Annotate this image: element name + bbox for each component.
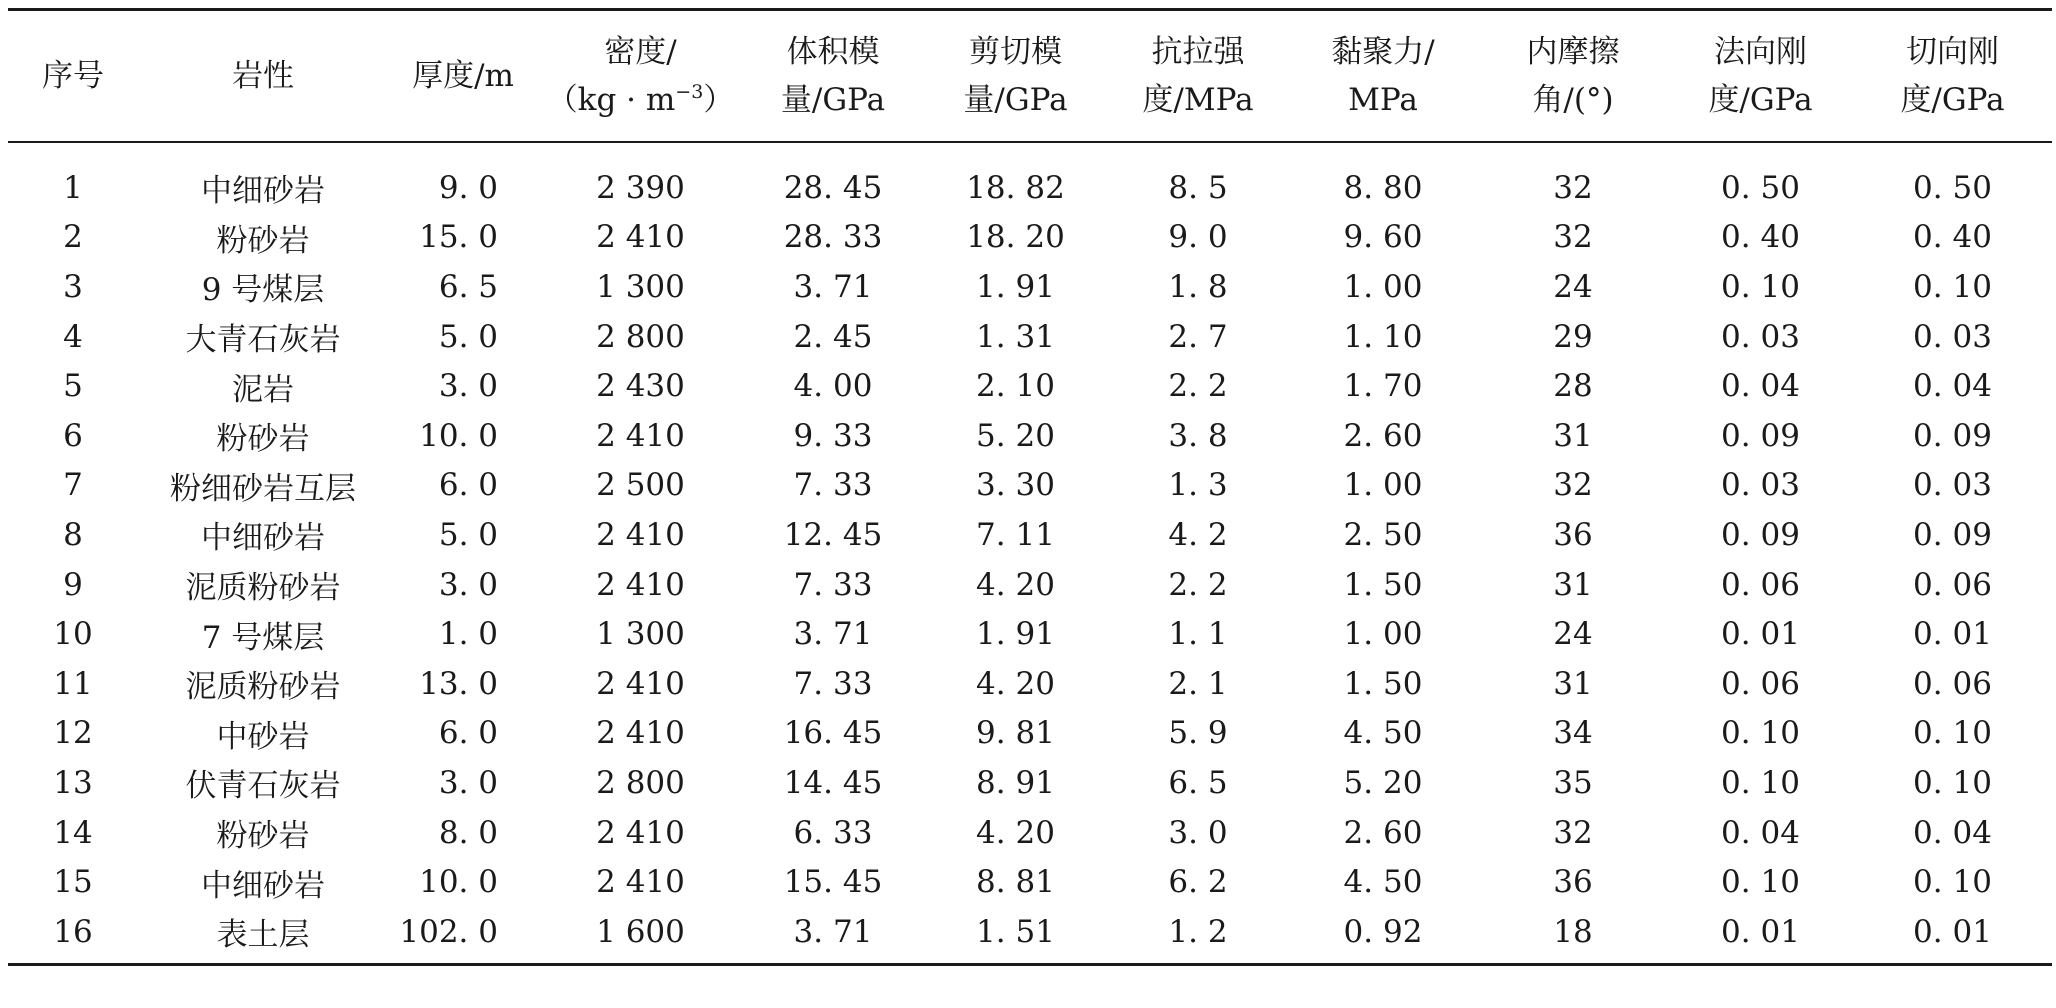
cell-lithology: 伏青石灰岩 — [185, 768, 341, 805]
cell-shear-modulus: 1. 91 — [976, 268, 1055, 305]
cell-index: 11 — [53, 665, 93, 702]
rock-parameters-table — [8, 8, 2052, 966]
cell-tensile-strength: 1. 3 — [1168, 467, 1228, 504]
cell-shear-modulus: 3. 30 — [976, 467, 1055, 504]
cell-shear-modulus: 1. 31 — [976, 318, 1055, 355]
table-row — [8, 510, 2052, 560]
cell-thickness: 1. 0 — [438, 616, 498, 653]
cell-bulk-modulus: 7. 33 — [793, 566, 873, 603]
cell-bulk-modulus: 3. 71 — [793, 268, 873, 305]
cell-thickness: 15. 0 — [419, 219, 498, 256]
cell-normal-stiffness: 0. 10 — [1721, 864, 1800, 901]
header-density: 密度/ $(kg \cdot m^{-3})$ — [538, 10, 743, 143]
cell-density: 1 300 — [596, 616, 685, 653]
cell-density: 2 410 — [596, 665, 685, 702]
table-body — [8, 142, 2052, 964]
table-row — [8, 461, 2052, 511]
cell-friction-angle: 18 — [1478, 907, 1668, 964]
cell-bulk-modulus: 16. 45 — [783, 715, 883, 752]
cell-shear-stiffness: 0. 40 — [1913, 219, 1992, 256]
header-index: 序号 — [8, 10, 138, 143]
cell-density: 2 800 — [596, 764, 685, 801]
table-row — [8, 907, 2052, 964]
cell-tensile-strength: 2. 7 — [1168, 318, 1228, 355]
cell-bulk-modulus: 15. 45 — [783, 864, 883, 901]
header-normal-stiffness: 法向刚 度/GPa — [1668, 10, 1853, 143]
cell-thickness: 3. 0 — [438, 368, 498, 405]
cell-normal-stiffness: 0. 40 — [1721, 219, 1800, 256]
cell-lithology: 中细砂岩 — [201, 520, 325, 557]
cell-thickness: 13. 0 — [419, 665, 498, 702]
cell-index: 13 — [53, 764, 93, 801]
cell-shear-stiffness: 0. 01 — [1913, 616, 1992, 653]
cell-density: 2 410 — [596, 417, 685, 454]
header-shear-stiffness: 切向刚 度/GPa — [1853, 10, 2052, 143]
cell-tensile-strength: 1. 2 — [1108, 907, 1288, 964]
cell-index: 4 — [63, 318, 83, 355]
cell-tensile-strength: 1. 8 — [1168, 268, 1228, 305]
cell-shear-modulus: 18. 82 — [966, 169, 1065, 206]
cell-shear-stiffness: 0. 01 — [1853, 907, 2052, 964]
cell-thickness: 10. 0 — [419, 417, 498, 454]
cell-bulk-modulus: 12. 45 — [783, 516, 883, 553]
cell-cohesion: 0. 92 — [1288, 907, 1478, 964]
cell-index: 7 — [63, 467, 83, 504]
table-row — [8, 262, 2052, 312]
cell-shear-stiffness: 0. 06 — [1913, 566, 1992, 603]
cell-shear-modulus: 5. 20 — [976, 417, 1055, 454]
cell-lithology: 泥质粉砂岩 — [185, 570, 341, 607]
cell-density: 1 300 — [596, 268, 685, 305]
cell-friction-angle: 31 — [1553, 417, 1593, 454]
cell-friction-angle: 29 — [1553, 318, 1593, 355]
cell-bulk-modulus: 6. 33 — [793, 814, 873, 851]
cell-lithology: 中砂岩 — [216, 718, 310, 755]
cell-lithology: 粉砂岩 — [216, 818, 310, 855]
cell-shear-modulus: 4. 20 — [976, 566, 1055, 603]
cell-density: 1 600 — [538, 907, 743, 964]
table-row — [8, 213, 2052, 263]
cell-cohesion: 4. 50 — [1343, 715, 1423, 752]
cell-bulk-modulus: 4. 00 — [793, 368, 873, 405]
cell-cohesion: 1. 00 — [1343, 467, 1423, 504]
cell-cohesion: 8. 80 — [1343, 169, 1423, 206]
cell-thickness: 10. 0 — [419, 864, 498, 901]
cell-shear-stiffness: 0. 10 — [1913, 864, 1992, 901]
cell-bulk-modulus: 2. 45 — [793, 318, 873, 355]
cell-cohesion: 2. 60 — [1343, 814, 1423, 851]
header-thickness: 厚度/m — [388, 10, 538, 143]
header-friction-angle: 内摩擦 角/(°) — [1478, 10, 1668, 143]
cell-normal-stiffness: 0. 10 — [1721, 715, 1800, 752]
cell-tensile-strength: 2. 1 — [1168, 665, 1228, 702]
table-row — [8, 758, 2052, 808]
cell-shear-stiffness: 0. 50 — [1913, 169, 1992, 206]
cell-thickness: 102. 0 — [388, 907, 538, 964]
cell-bulk-modulus: 3. 71 — [793, 616, 873, 653]
cell-index: 12 — [53, 715, 93, 752]
cell-cohesion: 5. 20 — [1343, 764, 1423, 801]
cell-normal-stiffness: 0. 03 — [1721, 318, 1800, 355]
cell-density: 2 410 — [596, 566, 685, 603]
cell-shear-modulus: 9. 81 — [976, 715, 1055, 752]
cell-tensile-strength: 8. 5 — [1168, 169, 1228, 206]
cell-tensile-strength: 2. 2 — [1168, 368, 1228, 405]
cell-shear-modulus: 2. 10 — [976, 368, 1055, 405]
cell-shear-stiffness: 0. 04 — [1913, 368, 1992, 405]
cell-bulk-modulus: 3. 71 — [743, 907, 923, 964]
header-cohesion: 黏聚力/ MPa — [1288, 10, 1478, 143]
cell-shear-stiffness: 0. 10 — [1913, 764, 1992, 801]
cell-tensile-strength: 9. 0 — [1168, 219, 1228, 256]
cell-normal-stiffness: 0. 04 — [1721, 368, 1800, 405]
cell-shear-stiffness: 0. 10 — [1913, 715, 1992, 752]
cell-normal-stiffness: 0. 04 — [1721, 814, 1800, 851]
header-lithology: 岩性 — [138, 10, 388, 143]
cell-normal-stiffness: 0. 09 — [1721, 516, 1800, 553]
cell-shear-modulus: 7. 11 — [976, 516, 1055, 553]
cell-density: 2 390 — [596, 169, 685, 206]
cell-shear-stiffness: 0. 03 — [1913, 318, 1992, 355]
header-tensile-strength: 抗拉强 度/MPa — [1108, 10, 1288, 143]
cell-tensile-strength: 2. 2 — [1168, 566, 1228, 603]
cell-cohesion: 1. 10 — [1343, 318, 1423, 355]
cell-normal-stiffness: 0. 50 — [1721, 169, 1800, 206]
cell-shear-stiffness: 0. 06 — [1913, 665, 1992, 702]
cell-thickness: 3. 0 — [438, 566, 498, 603]
cell-friction-angle: 34 — [1553, 715, 1593, 752]
cell-tensile-strength: 4. 2 — [1168, 516, 1228, 553]
cell-thickness: 3. 0 — [438, 764, 498, 801]
header-row — [8, 10, 2052, 143]
cell-friction-angle: 32 — [1553, 814, 1593, 851]
cell-lithology: 7 号煤层 — [201, 619, 325, 656]
cell-tensile-strength: 3. 8 — [1168, 417, 1228, 454]
cell-density: 2 410 — [596, 715, 685, 752]
cell-friction-angle: 31 — [1553, 566, 1593, 603]
cell-normal-stiffness: 0. 03 — [1721, 467, 1800, 504]
cell-shear-modulus: 4. 20 — [976, 814, 1055, 851]
cell-index: 3 — [63, 268, 83, 305]
cell-tensile-strength: 3. 0 — [1168, 814, 1228, 851]
cell-index: 8 — [63, 516, 83, 553]
cell-cohesion: 2. 60 — [1343, 417, 1423, 454]
cell-lithology: 粉细砂岩互层 — [170, 470, 356, 507]
cell-index: 6 — [63, 417, 83, 454]
cell-lithology: 泥质粉砂岩 — [185, 669, 341, 706]
cell-friction-angle: 36 — [1553, 864, 1593, 901]
cell-lithology: 中细砂岩 — [201, 173, 325, 210]
cell-thickness: 6. 0 — [438, 715, 498, 752]
cell-friction-angle: 28 — [1553, 368, 1593, 405]
cell-normal-stiffness: 0. 06 — [1721, 665, 1800, 702]
cell-index: 10 — [53, 616, 93, 653]
cell-density: 2 410 — [596, 219, 685, 256]
cell-cohesion: 1. 00 — [1343, 268, 1423, 305]
cell-bulk-modulus: 14. 45 — [783, 764, 883, 801]
cell-lithology: 粉砂岩 — [216, 222, 310, 259]
cell-friction-angle: 24 — [1553, 268, 1593, 305]
cell-friction-angle: 35 — [1553, 764, 1593, 801]
cell-thickness: 5. 0 — [438, 516, 498, 553]
cell-shear-modulus: 8. 91 — [976, 764, 1055, 801]
cell-index: 14 — [53, 814, 93, 851]
cell-friction-angle: 31 — [1553, 665, 1593, 702]
table-row — [8, 312, 2052, 362]
table-row — [8, 609, 2052, 659]
cell-thickness: 5. 0 — [438, 318, 498, 355]
cell-normal-stiffness: 0. 01 — [1668, 907, 1853, 964]
cell-lithology: 大青石灰岩 — [185, 322, 341, 359]
cell-shear-stiffness: 0. 10 — [1913, 268, 1992, 305]
cell-cohesion: 9. 60 — [1343, 219, 1423, 256]
cell-index: 15 — [53, 864, 93, 901]
cell-lithology: 泥岩 — [232, 371, 294, 408]
cell-lithology: 表土层 — [138, 907, 388, 964]
cell-density: 2 500 — [596, 467, 685, 504]
cell-tensile-strength: 1. 1 — [1168, 616, 1228, 653]
cell-tensile-strength: 6. 5 — [1168, 764, 1228, 801]
cell-index: 16 — [8, 907, 138, 964]
cell-friction-angle: 36 — [1553, 516, 1593, 553]
cell-thickness: 9. 0 — [438, 169, 498, 206]
cell-shear-stiffness: 0. 04 — [1913, 814, 1992, 851]
cell-shear-modulus: 8. 81 — [976, 864, 1055, 901]
cell-bulk-modulus: 7. 33 — [793, 467, 873, 504]
cell-lithology: 9 号煤层 — [201, 272, 325, 309]
cell-cohesion: 4. 50 — [1343, 864, 1423, 901]
cell-normal-stiffness: 0. 01 — [1721, 616, 1800, 653]
table-row — [8, 411, 2052, 461]
table-row — [8, 709, 2052, 759]
header-bulk-modulus: 体积模 量/GPa — [743, 10, 923, 143]
table-row — [8, 361, 2052, 411]
header-shear-modulus: 剪切模 量/GPa — [923, 10, 1108, 143]
table-row — [8, 659, 2052, 709]
cell-cohesion: 1. 70 — [1343, 368, 1423, 405]
cell-shear-stiffness: 0. 09 — [1913, 516, 1992, 553]
cell-friction-angle: 32 — [1553, 169, 1593, 206]
cell-density: 2 410 — [596, 814, 685, 851]
cell-bulk-modulus: 9. 33 — [793, 417, 873, 454]
cell-lithology: 粉砂岩 — [216, 421, 310, 458]
cell-thickness: 6. 0 — [438, 467, 498, 504]
cell-friction-angle: 24 — [1553, 616, 1593, 653]
table-row — [8, 857, 2052, 907]
cell-normal-stiffness: 0. 06 — [1721, 566, 1800, 603]
cell-bulk-modulus: 28. 33 — [783, 219, 883, 256]
cell-friction-angle: 32 — [1553, 219, 1593, 256]
cell-index: 2 — [63, 219, 83, 256]
cell-density: 2 410 — [596, 864, 685, 901]
cell-index: 1 — [63, 169, 83, 206]
cell-normal-stiffness: 0. 09 — [1721, 417, 1800, 454]
cell-thickness: 6. 5 — [438, 268, 498, 305]
cell-shear-modulus: 1. 51 — [923, 907, 1108, 964]
cell-density: 2 430 — [596, 368, 685, 405]
cell-shear-modulus: 1. 91 — [976, 616, 1055, 653]
cell-thickness: 8. 0 — [438, 814, 498, 851]
cell-lithology: 中细砂岩 — [201, 867, 325, 904]
table-row — [8, 142, 2052, 213]
cell-shear-modulus: 4. 20 — [976, 665, 1055, 702]
cell-tensile-strength: 5. 9 — [1168, 715, 1228, 752]
cell-density: 2 410 — [596, 516, 685, 553]
cell-index: 9 — [63, 566, 83, 603]
cell-shear-modulus: 18. 20 — [966, 219, 1065, 256]
cell-bulk-modulus: 7. 33 — [793, 665, 873, 702]
cell-tensile-strength: 6. 2 — [1168, 864, 1228, 901]
cell-shear-stiffness: 0. 09 — [1913, 417, 1992, 454]
cell-cohesion: 1. 50 — [1343, 665, 1423, 702]
table-row — [8, 808, 2052, 858]
table-row — [8, 560, 2052, 610]
cell-cohesion: 2. 50 — [1343, 516, 1423, 553]
cell-bulk-modulus: 28. 45 — [783, 169, 883, 206]
cell-shear-stiffness: 0. 03 — [1913, 467, 1992, 504]
cell-friction-angle: 32 — [1553, 467, 1593, 504]
cell-density: 2 800 — [596, 318, 685, 355]
cell-cohesion: 1. 00 — [1343, 616, 1423, 653]
cell-cohesion: 1. 50 — [1343, 566, 1423, 603]
cell-normal-stiffness: 0. 10 — [1721, 764, 1800, 801]
cell-index: 5 — [63, 368, 83, 405]
cell-normal-stiffness: 0. 10 — [1721, 268, 1800, 305]
